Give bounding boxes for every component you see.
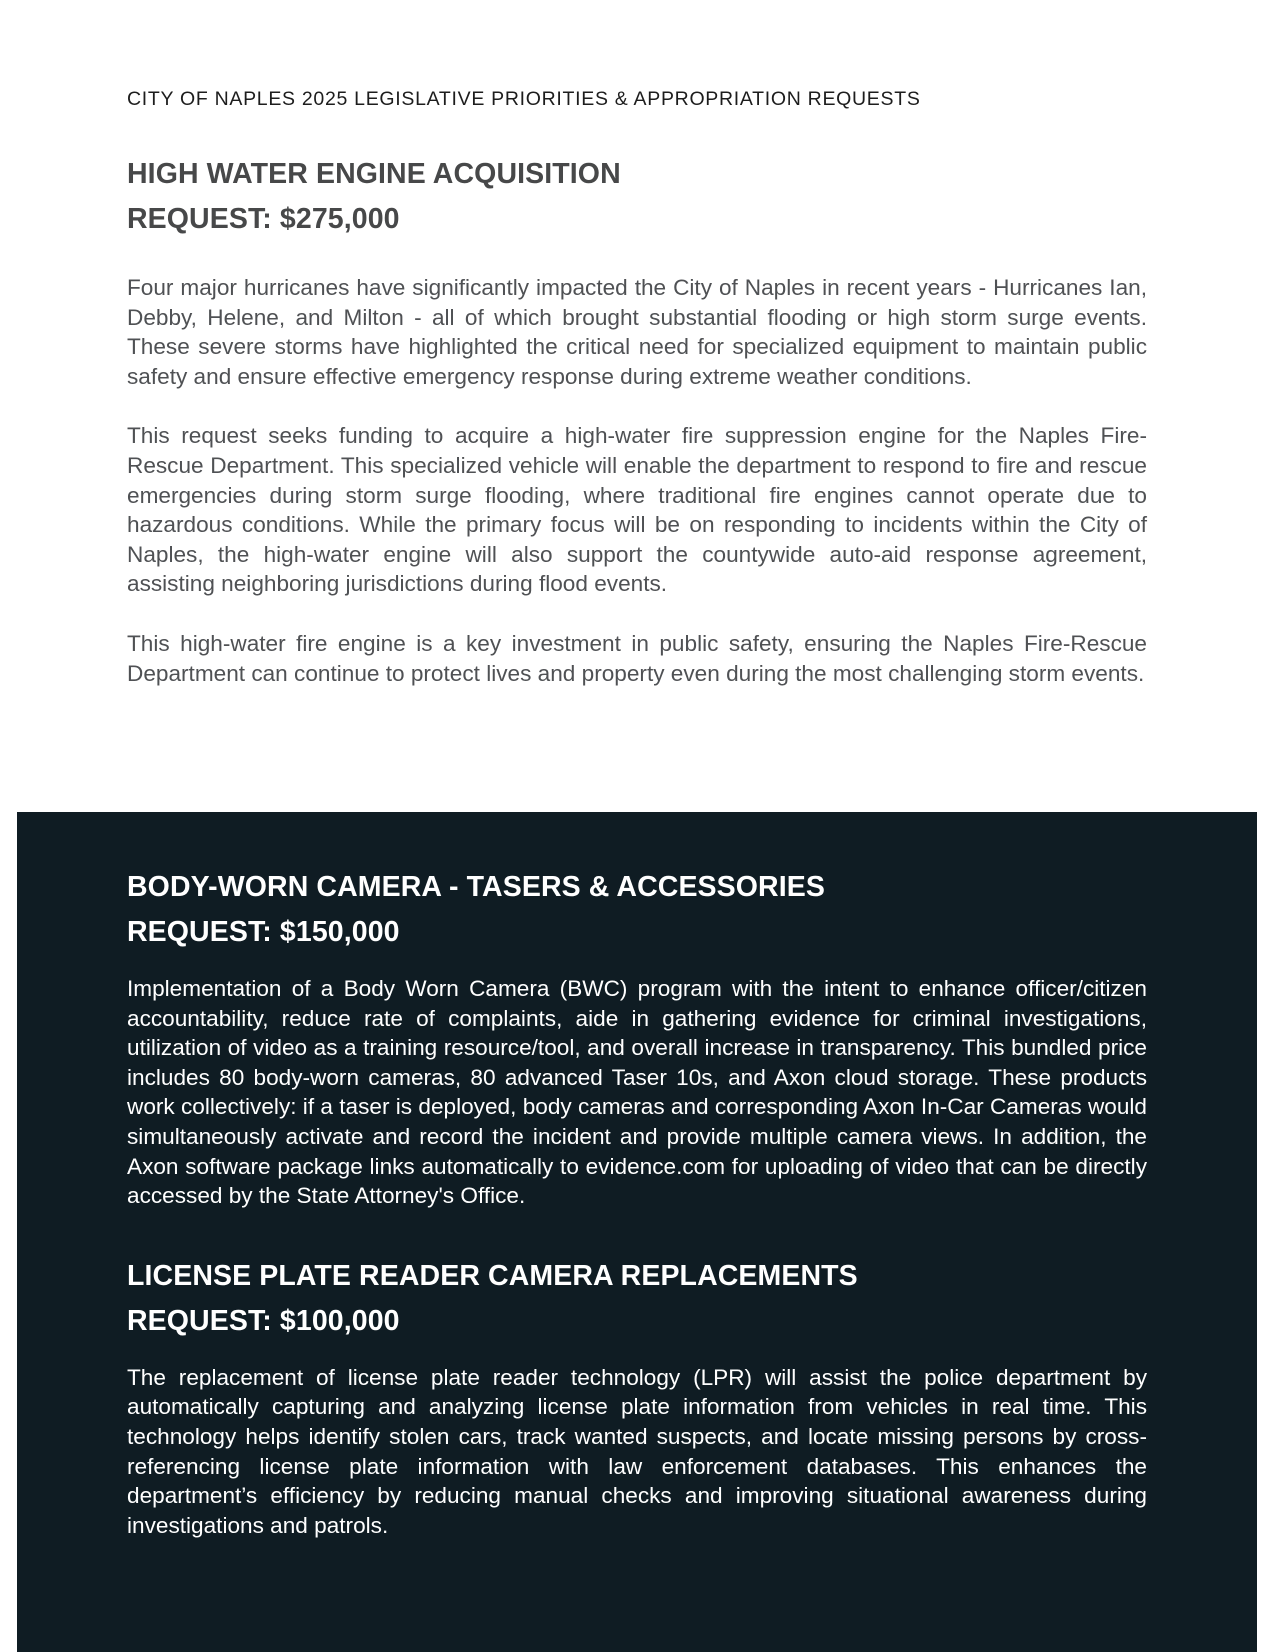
- section-heading-block: [127, 152, 1147, 242]
- request-amount: REQUEST: $100,000: [127, 1304, 400, 1337]
- section-title: HIGH WATER ENGINE ACQUISITION: [127, 158, 621, 190]
- section-paragraph: Four major hurricanes have significantly impacted the City of Naples in recent years - Hurricanes Ian, Debby, Helene, and Milton - all of which brought substantial flooding or high storm surge events. These severe storms have highlighted the critical need for specialized equipment to maintain public safety and ensure effective emergency response during extreme weather conditions.: [127, 275, 1147, 389]
- section-paragraph: This high-water fire engine is a key investment in public safety, ensuring the Naples Fire-Rescue Department can continue to protect lives and property even during the most challenging storm events.: [127, 630, 1147, 686]
- section-title: LICENSE PLATE READER CAMERA REPLACEMENTS: [127, 1259, 858, 1292]
- section-heading-block: [127, 1254, 1147, 1344]
- section-paragraph: Implementation of a Body Worn Camera (BWC) program with the intent to enhance officer/citizen accountability, reduce rate of complaints, aide in gathering evidence for criminal investigations, utilization of video as a training resource/tool, and overall increase in transparency. This bundled price includes 80 body-worn cameras, 80 advanced Taser 10s, and Axon cloud storage. These products work collectively: if a taser is deployed, body cameras and corresponding Axon In-Car Cameras would simultaneously activate and record the incident and provide multiple camera views. In addition, the Axon software package links automatically to evidence.com for uploading of video that can be directly accessed by the State Attorney's Office.: [127, 976, 1147, 1209]
- section-paragraph: The replacement of license plate reader technology (LPR) will assist the police department by automatically capturing and analyzing license plate information from vehicles in real time. This technology helps identify stolen cars, track wanted suspects, and locate missing persons by cross-referencing license plate information with law enforcement databases. This enhances the department’s efficiency by reducing manual checks and improving situational awareness during investigations and patrols.: [127, 1364, 1147, 1538]
- dark-panel-content: [127, 865, 1147, 1540]
- request-amount: REQUEST: $275,000: [127, 203, 400, 235]
- high-water-engine-section: [127, 152, 1147, 688]
- request-amount: REQUEST: $150,000: [127, 916, 400, 948]
- body-worn-camera-section: [127, 865, 1147, 1211]
- page-header: CITY OF NAPLES 2025 LEGISLATIVE PRIORITIES & APPROPRIATION REQUESTS: [127, 88, 921, 110]
- license-plate-reader-section: [127, 1254, 1147, 1541]
- dark-panel: [17, 812, 1257, 1652]
- section-paragraph: This request seeks funding to acquire a high-water fire suppression engine for the Naples Fire-Rescue Department. This specialized vehicle will enable the department to respond to fire and rescue emergencies during storm surge flooding, where traditional fire engines cannot operate due to hazardous conditions. While the primary focus will be on responding to incidents within the City of Naples, the high-water engine will also support the countywide auto-aid response agreement, assisting neighboring jurisdictions during flood events.: [127, 423, 1147, 597]
- section-heading-block: [127, 865, 1147, 955]
- section-title: BODY-WORN CAMERA - TASERS & ACCESSORIES: [127, 871, 825, 903]
